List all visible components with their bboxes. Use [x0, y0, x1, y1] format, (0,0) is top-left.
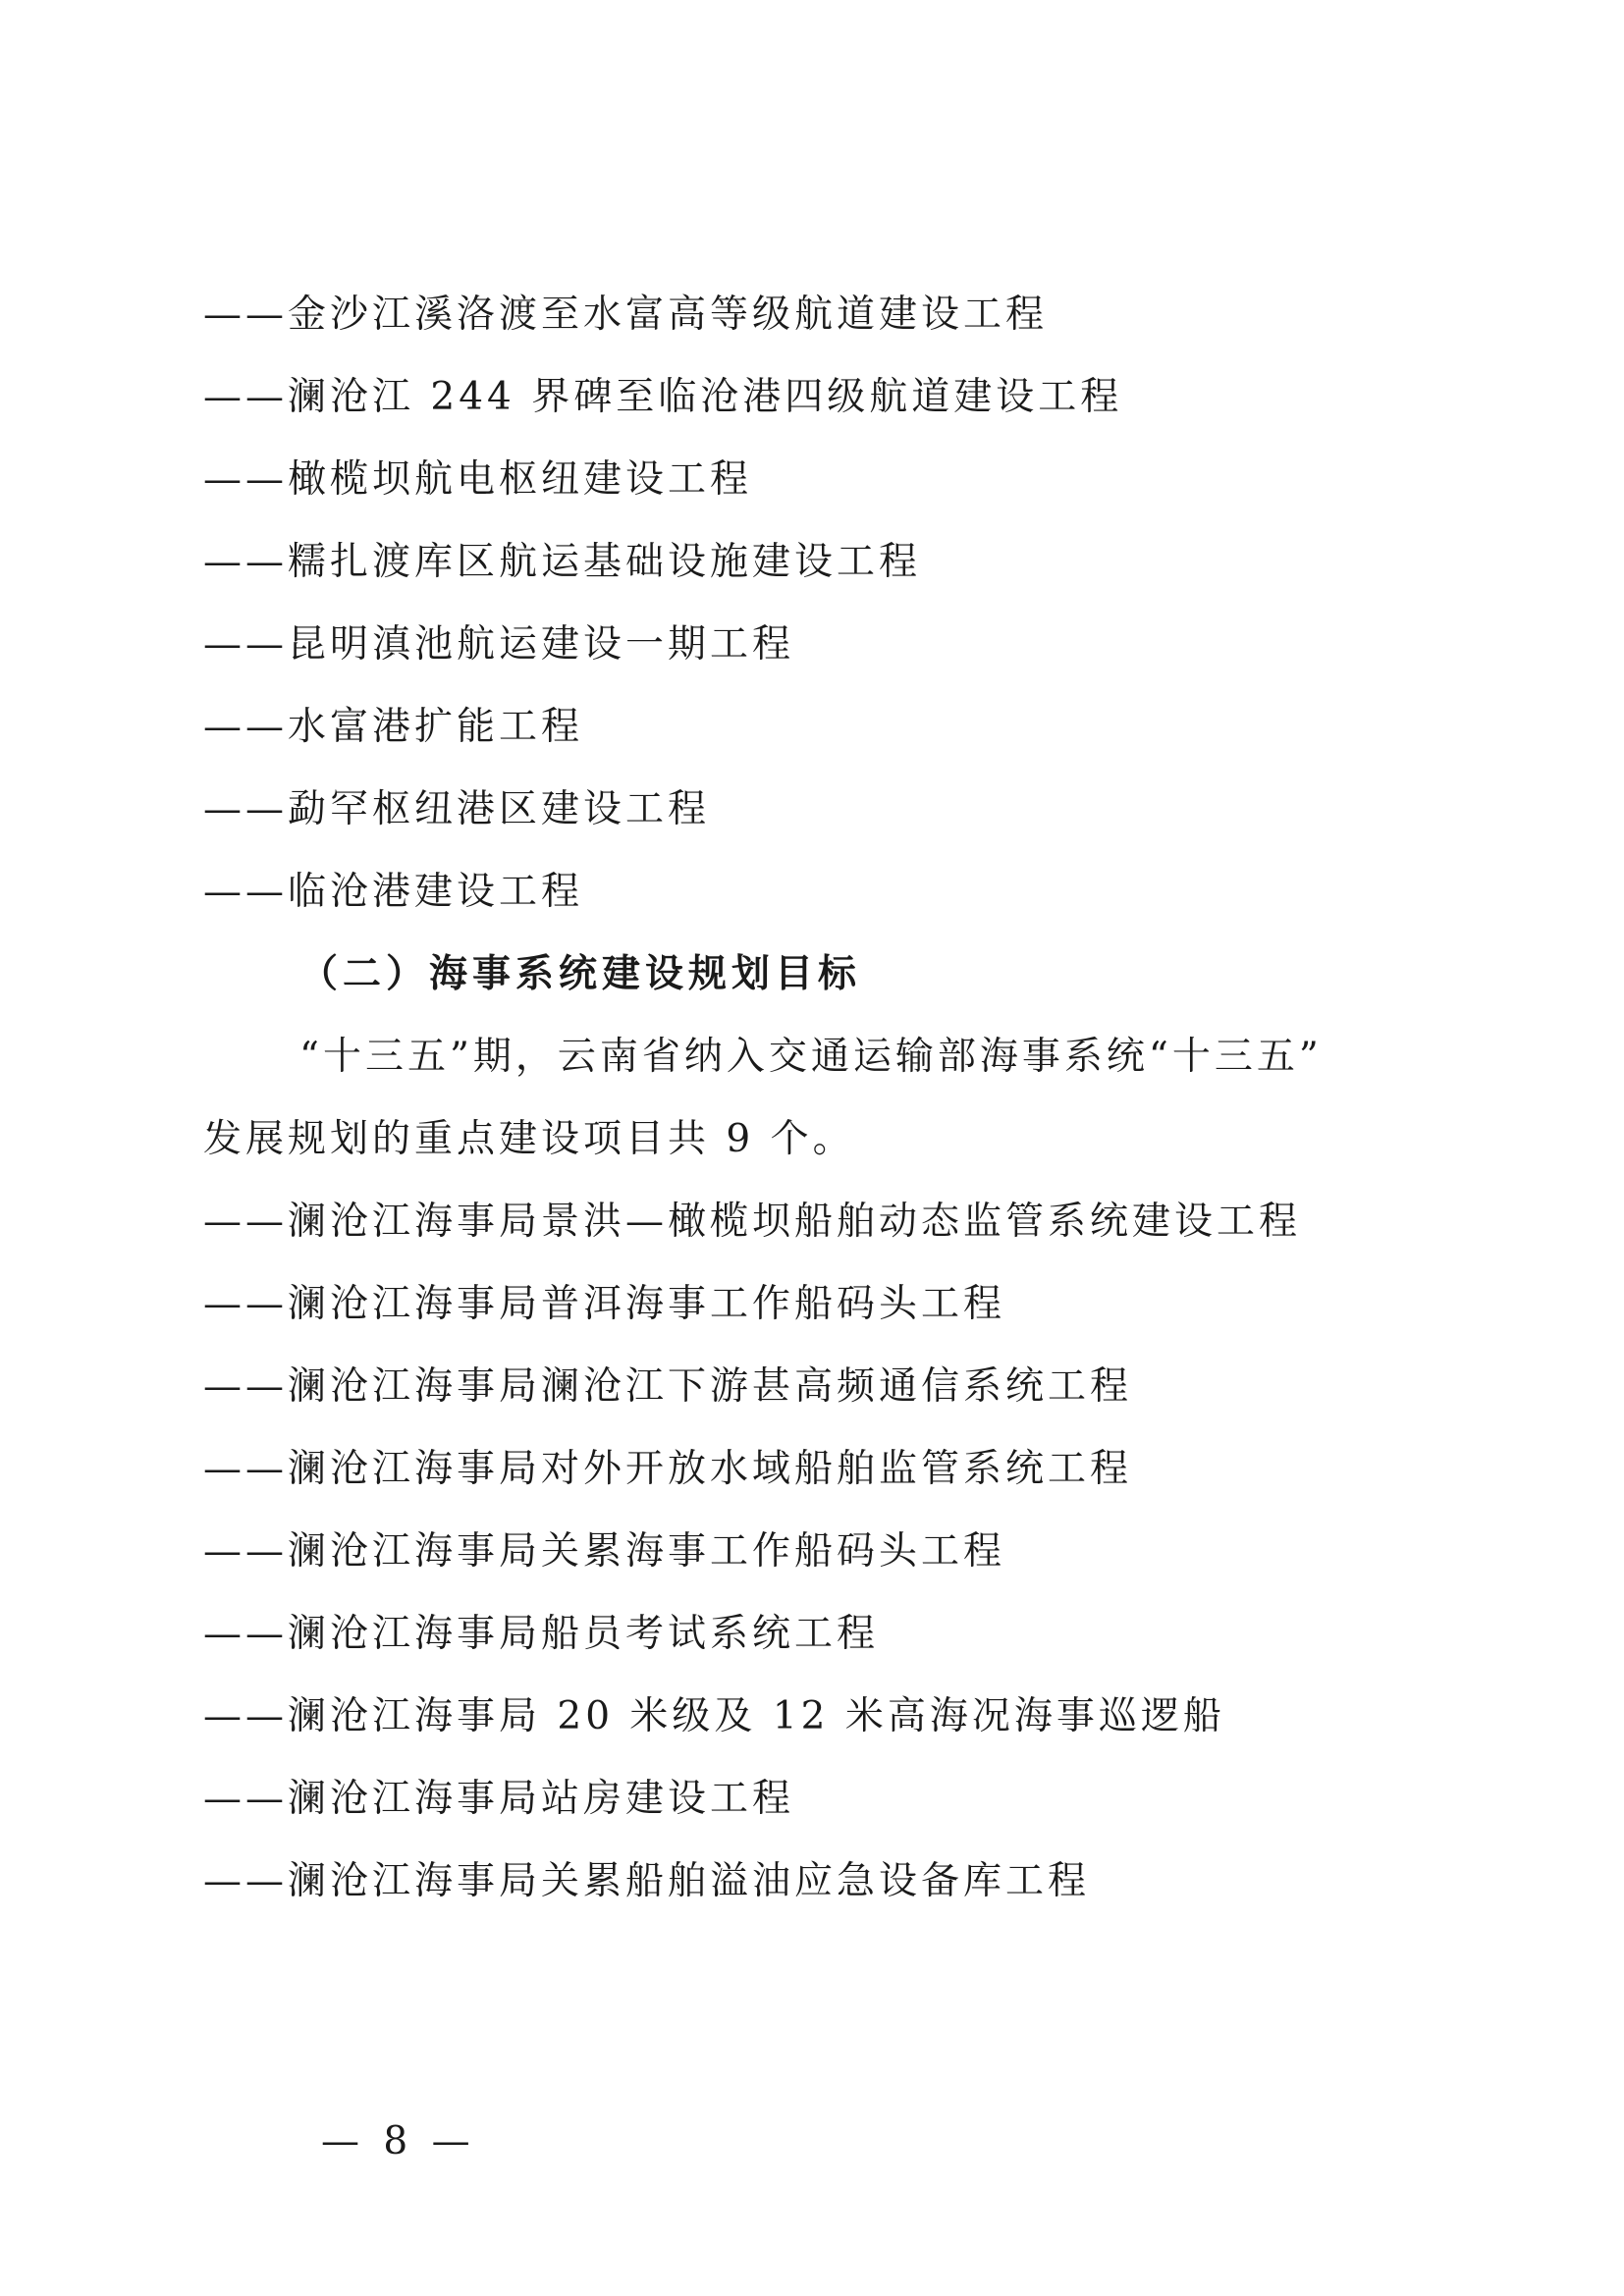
list-item: ——澜沧江海事局普洱海事工作船码头工程	[203, 1282, 1006, 1326]
list-item: ——澜沧江海事局关累船舶溢油应急设备库工程	[203, 1859, 1091, 1903]
section-heading: （二）海事系统建设规划目标	[299, 952, 862, 996]
page-number: — 8 —	[321, 2119, 476, 2163]
list-item: ——勐罕枢纽港区建设工程	[203, 787, 711, 831]
list-item: ——澜沧江海事局景洪—橄榄坝船舶动态监管系统建设工程	[203, 1200, 1302, 1244]
list-item: ——昆明滇池航运建设一期工程	[203, 622, 795, 667]
list-item: ——金沙江溪洛渡至水富高等级航道建设工程	[203, 293, 1049, 337]
list-item: ——澜沧江海事局对外开放水域船舶监管系统工程	[203, 1447, 1133, 1491]
list-item: ——糯扎渡库区航运基础设施建设工程	[203, 540, 922, 584]
list-item: ——澜沧江 244 界碑至临沧港四级航道建设工程	[203, 375, 1123, 419]
list-item: ——橄榄坝航电枢纽建设工程	[203, 457, 753, 502]
list-item: ——澜沧江海事局船员考试系统工程	[203, 1612, 880, 1656]
list-item: ——澜沧江海事局站房建设工程	[203, 1777, 795, 1821]
list-item: ——澜沧江海事局 20 米级及 12 米高海况海事巡逻船	[203, 1694, 1225, 1738]
list-item: ——澜沧江海事局关累海事工作船码头工程	[203, 1529, 1006, 1574]
intro-paragraph-line: “十三五”期，云南省纳入交通运输部海事系统“十三五”	[299, 1035, 1323, 1079]
intro-paragraph-line: 发展规划的重点建设项目共 9 个。	[203, 1117, 855, 1161]
list-item: ——临沧港建设工程	[203, 870, 584, 914]
list-item: ——水富港扩能工程	[203, 705, 584, 749]
list-item: ——澜沧江海事局澜沧江下游甚高频通信系统工程	[203, 1364, 1133, 1409]
